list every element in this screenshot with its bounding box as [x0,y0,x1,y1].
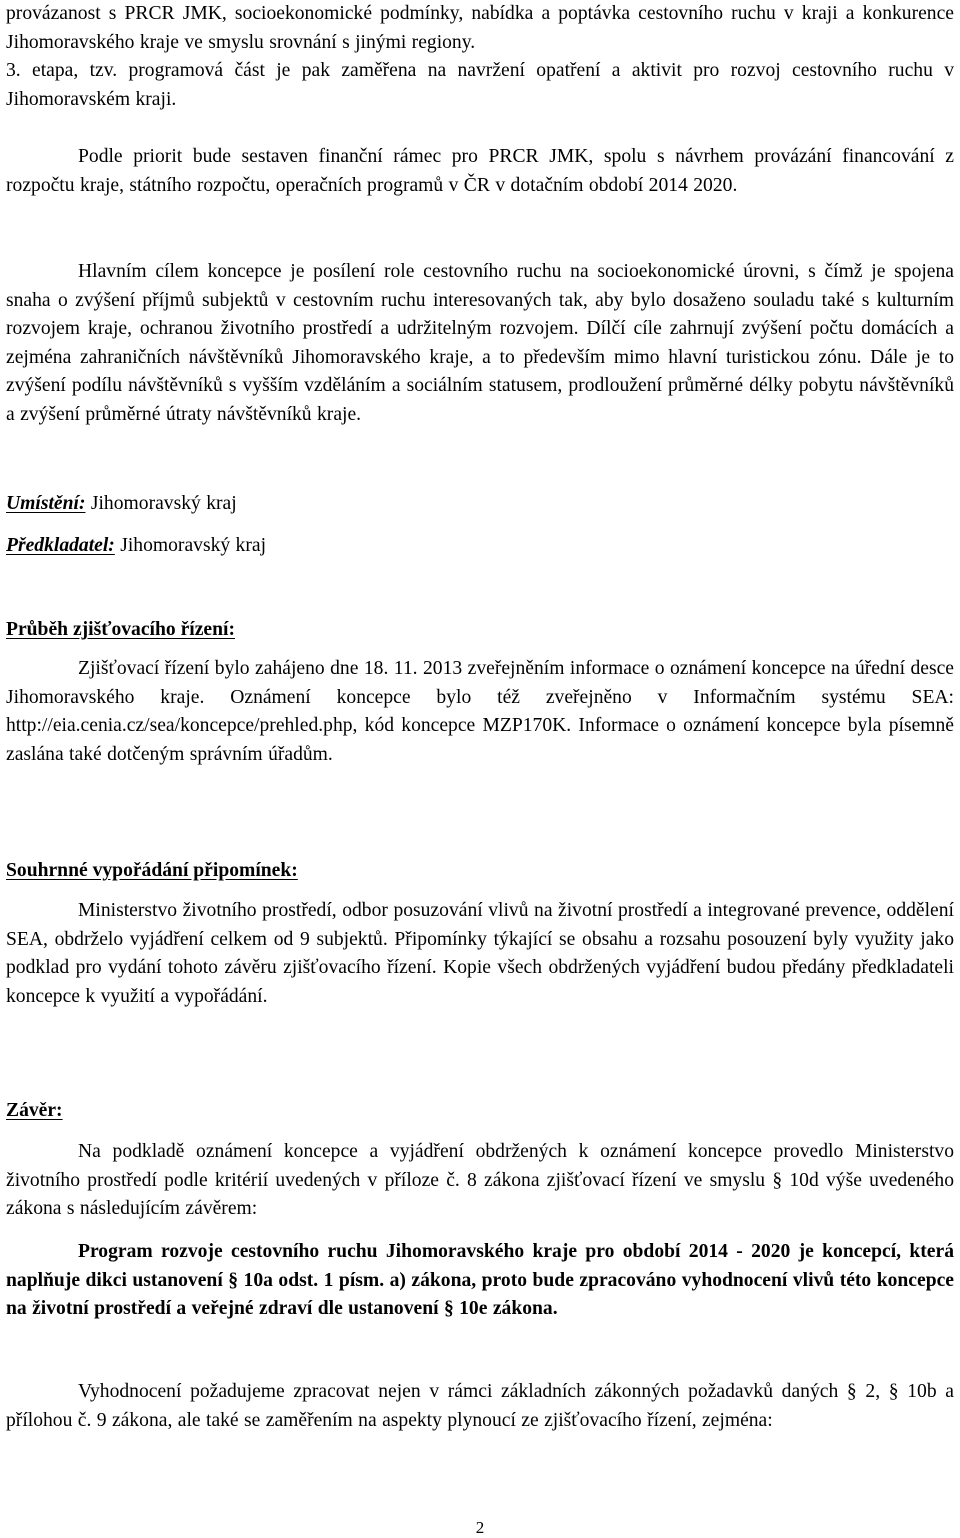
submitter-label: Předkladatel: [6,535,115,556]
requirements-paragraph: Vyhodnocení požadujeme zpracovat nejen v rámci základních zákonných požadavků daných § 2, § 10b a přílohou č. 9 zákona, ale také se zaměřením na aspekty plynoucí ze zjišťovacího řízení, zejména: [6,1381,954,1431]
location-value: Jihomoravský kraj [85,493,237,514]
financial-frame-paragraph: Podle priorit bude sestaven finanční rámec pro PRCR JMK, spolu s návrhem provázání financování z rozpočtu kraje, státního rozpočtu, operačních programů v ČR v dotačním období 2014 2020. [6,146,954,196]
submitter-value: Jihomoravský kraj [114,535,267,556]
comments-heading: Souhrnné vypořádání připomínek: [6,860,298,881]
conclusion-heading: Závěr: [6,1100,63,1121]
intro-text-2: 3. etapa, tzv. programová část je pak zaměřena na navržení opatření a aktivit pro rozvoj cestovního ruchu v Jihomoravském kraji. [6,60,954,110]
conclusion-decision: Program rozvoje cestovního ruchu Jihomoravského kraje pro období 2014 - 2020 je koncepcí, která naplňuje dikci ustanovení § 10a odst. 1 písm. a) zákona, proto bude zpracováno vyhodnocení vlivů této koncepce na životní prostředí a veřejné zdraví dle ustanovení § 10e zákona. [6,1241,954,1320]
location-line [6,490,954,519]
main-goal-paragraph: Hlavním cílem koncepce je posílení role cestovního ruchu na socioekonomické úrovni, s čímž je spojena snaha o zvýšení příjmů subjektů v cestovním ruchu interesovaných tak, aby bylo dosaženo souladu také s kulturním rozvojem kraje, ochranou životního prostředí a udržitelným rozvojem. Dílčí cíle zahrnují zvýšení počtu domácích a zejména zahraničních návštěvníků Jihomoravského kraje, a to především mimo hlavní turistickou zónu. Dále je to zvýšení podílu návštěvníků s vyšším vzděláním a sociálním statusem, prodloužení průměrné délky pobytu návštěvníků a zvýšení průměrné útraty návštěvníků kraje. [6,261,954,425]
procedure-paragraph: Zjišťovací řízení bylo zahájeno dne 18. 11. 2013 zveřejněním informace o oznámení koncepce na úřední desce Jihomoravského kraje. Oznámení koncepce bylo též zveřejněno v Informačním systému SEA: http://eia.cenia.cz/sea/koncepce/prehled.php, kód koncepce MZP170K. Informace o oznámení koncepce byla písemně zaslána také dotčeným správním úřadům. [6,658,954,765]
location-label: Umístění: [6,493,86,514]
page-number: 2 [475,1518,485,1537]
procedure-heading: Průběh zjišťovacího řízení: [6,619,235,640]
submitter-line [6,532,954,561]
conclusion-paragraph: Na podkladě oznámení koncepce a vyjádření obdržených k oznámení koncepce provedlo Ministerstvo životního prostředí podle kritérií uvedených v příloze č. 8 zákona zjišťovací řízení ve smyslu § 10d výše uvedeného zákona s následujícím závěrem: [6,1141,954,1220]
intro-text-1: provázanost s PRCR JMK, socioekonomické podmínky, nabídka a poptávka cestovního ruchu v kraji a konkurence Jihomoravského kraje ve smyslu srovnání s jinými regiony. [6,3,954,53]
comments-paragraph: Ministerstvo životního prostředí, odbor posuzování vlivů na životní prostředí a integrované prevence, oddělení SEA, obdrželo vyjádření celkem od 9 subjektů. Připomínky týkající se obsahu a rozsahu posouzení byly využity jako podklad pro vydání tohoto závěru zjišťovacího řízení. Kopie všech obdržených vyjádření budou předány předkladateli koncepce k využití a vypořádání. [6,900,954,1007]
